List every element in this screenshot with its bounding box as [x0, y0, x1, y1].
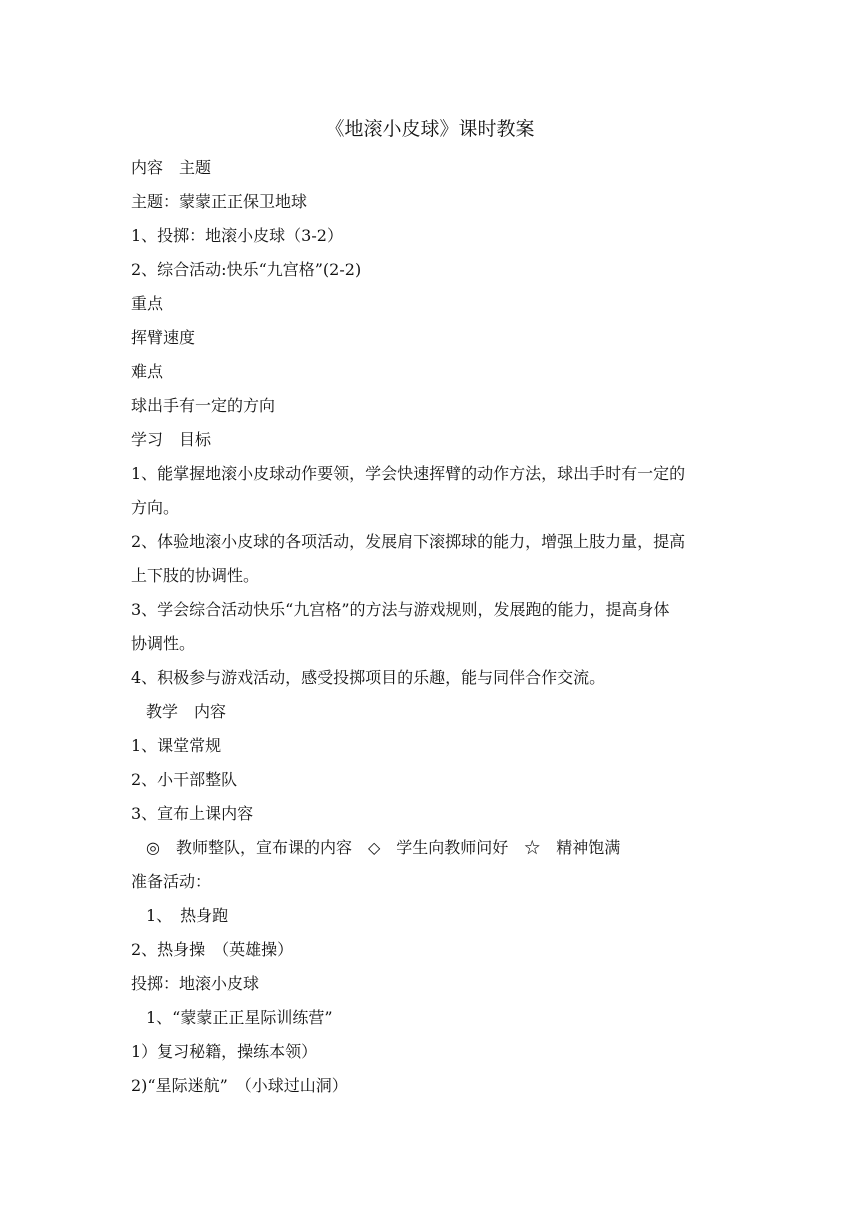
- throwing-subitem-2: 2)“星际迷航” （小球过山洞）: [131, 1076, 348, 1095]
- symbol-notes-line: ◎ 教师整队，宣布课的内容 ◇ 学生向教师问好 ☆ 精神饱满: [146, 838, 621, 857]
- section-heading-warmup: 准备活动：: [131, 872, 212, 891]
- document-body: [131, 151, 731, 1103]
- goal-2-line-1: 2、体验地滚小皮球的各项活动，发展肩下滚掷球的能力，增强上肢力量，提高: [131, 532, 686, 551]
- goal-4: 4、积极参与游戏活动，感受投掷项目的乐趣，能与同伴合作交流。: [131, 668, 606, 687]
- section-heading-goals: 学习 目标: [131, 430, 212, 449]
- goal-1-line-2: 方向。: [131, 498, 180, 517]
- theme-line: 主题：蒙蒙正正保卫地球: [131, 192, 308, 211]
- section-heading-content-theme: 内容 主题: [131, 158, 212, 177]
- content-item-1: 1、投掷：地滚小皮球（3-2）: [131, 226, 343, 245]
- teaching-item-3: 3、宣布上课内容: [131, 804, 254, 823]
- goal-2-line-2: 上下肢的协调性。: [131, 566, 260, 585]
- goal-3-line-2: 协调性。: [131, 634, 196, 653]
- key-point-text: 挥臂速度: [131, 328, 196, 347]
- throwing-item-1: 1、“蒙蒙正正星际训练营”: [146, 1008, 333, 1027]
- warmup-item-1: 1、 热身跑: [146, 906, 229, 925]
- section-heading-key-point: 重点: [131, 294, 164, 313]
- section-heading-difficulty: 难点: [131, 362, 164, 381]
- section-heading-throwing: 投掷：地滚小皮球: [131, 974, 260, 993]
- teaching-item-1: 1、课堂常规: [131, 736, 222, 755]
- content-item-2: 2、综合活动:快乐“九宫格”(2-2): [131, 260, 362, 279]
- warmup-item-2: 2、热身操 （英雄操）: [131, 940, 294, 959]
- teaching-item-2: 2、小干部整队: [131, 770, 238, 789]
- goal-1-line-1: 1、能掌握地滚小皮球动作要领，学会快速挥臂的动作方法，球出手时有一定的: [131, 464, 686, 483]
- throwing-subitem-1: 1）复习秘籍，操练本领）: [131, 1042, 318, 1061]
- document-title: 《地滚小皮球》课时教案: [325, 118, 535, 140]
- difficulty-text: 球出手有一定的方向: [131, 396, 276, 415]
- goal-3-line-1: 3、学会综合活动快乐“九宫格”的方法与游戏规则，发展跑的能力，提高身体: [131, 600, 670, 619]
- section-heading-teaching-content: 教学 内容: [146, 702, 227, 721]
